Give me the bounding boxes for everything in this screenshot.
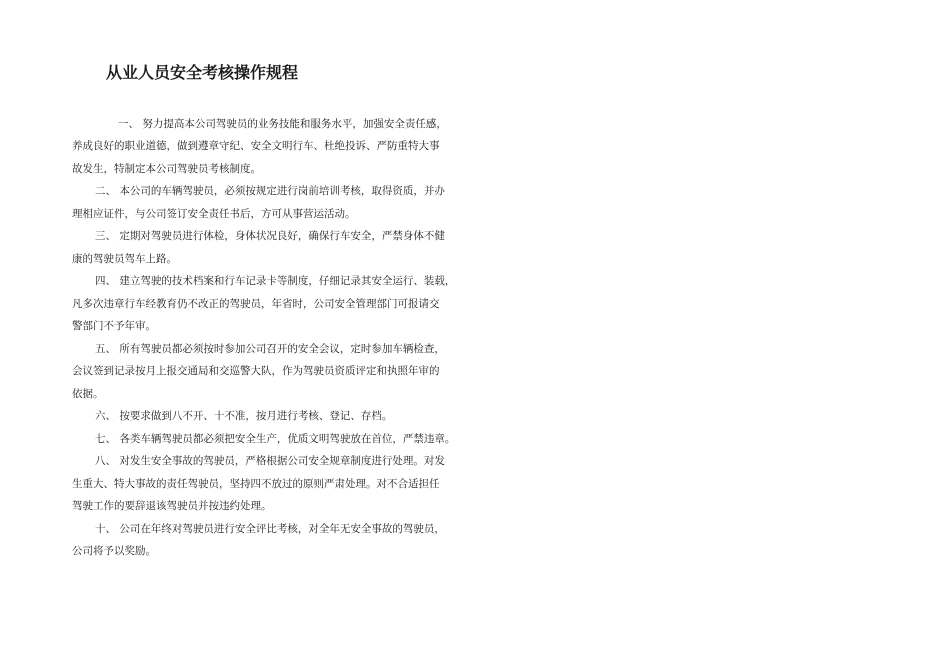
paragraph-line: 十、 公司在年终对驾驶员进行安全评比考核，对全年无安全事故的驾驶员， (95, 523, 445, 535)
paragraph-line: 二、 本公司的车辆驾驶员，必须按规定进行岗前培训考核，取得资质，并办 (95, 185, 445, 197)
paragraph-line: 凡多次违章行车经教育仍不改正的驾驶员，年省时，公司安全管理部门可报请交 (72, 298, 440, 310)
paragraph-line: 三、 定期对驾驶员进行体检，身体状况良好，确保行车安全，严禁身体不健 (95, 230, 445, 242)
paragraph-line: 康的驾驶员驾车上路。 (72, 253, 177, 265)
paragraph-line: 四、 建立驾驶的技术档案和行车记录卡等制度，仔细记录其安全运行、装载， (95, 275, 456, 287)
paragraph-line: 故发生，特制定本公司驾驶员考核制度。 (72, 163, 261, 175)
paragraph-line: 理相应证件，与公司签订安全责任书后，方可从事营运活动。 (72, 208, 356, 220)
paragraph-line: 驾驶工作的要辞退该驾驶员并按违约处理。 (72, 500, 272, 512)
paragraph-line: 依据。 (72, 388, 104, 400)
paragraph-line: 五、 所有驾驶员都必须按时参加公司召开的安全会议，定时参加车辆检查， (95, 343, 445, 355)
paragraph-line: 生重大、特大事故的责任驾驶员，坚持四不放过的原则严肃处理。对不合适担任 (72, 478, 440, 490)
paragraph-line: 养成良好的职业道德，做到遵章守纪、安全文明行车、杜绝投诉、严防重特大事 (72, 140, 440, 152)
paragraph-line: 会议签到记录按月上报交通局和交巡警大队，作为驾驶员资质评定和执照年审的 (72, 365, 440, 377)
paragraph-line: 一、 努力提高本公司驾驶员的业务技能和服务水平，加强安全责任感， (118, 118, 447, 130)
paragraph-line: 七、 各类车辆驾驶员都必须把安全生产，优质文明驾驶放在首位，严禁违章。 (95, 433, 456, 445)
paragraph-line: 公司将予以奖励。 (72, 545, 156, 557)
paragraph-line: 六、 按要求做到八不开、十不准，按月进行考核、登记、存档。 (95, 410, 393, 422)
document-title: 从业人员安全考核操作规程 (106, 63, 299, 82)
paragraph-line: 八、 对发生安全事故的驾驶员，严格根据公司安全规章制度进行处理。对发 (95, 455, 445, 467)
paragraph-line: 警部门不予年审。 (72, 320, 156, 332)
